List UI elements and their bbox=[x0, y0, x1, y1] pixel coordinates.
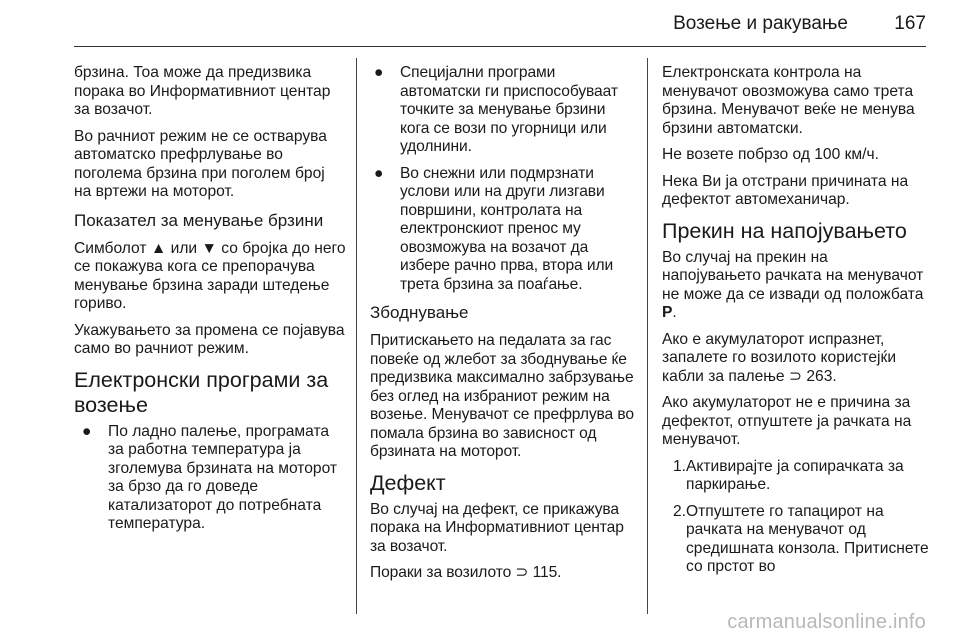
heading-fault: Дефект bbox=[370, 470, 446, 495]
page-reference-icon: ⊃ bbox=[788, 367, 803, 385]
paragraph bbox=[662, 331, 930, 387]
column-divider-2 bbox=[647, 58, 648, 614]
heading-kickdown: Збоднување bbox=[370, 303, 469, 322]
page-number: 167 bbox=[894, 13, 926, 34]
paragraph: брзина. Тоа може да предизвика порака во Информативниот центар за возачот. bbox=[74, 64, 331, 118]
heading-power-interruption: Прекин на напојувањето bbox=[662, 218, 907, 243]
paragraph: Во случај на дефект, се прикажува порака на Информативниот центар за возачот. bbox=[370, 500, 624, 555]
list-item bbox=[370, 165, 636, 295]
text: Ако е акумулаторот испразнет, запалете го возилото користејќи кабли за палење bbox=[662, 330, 897, 385]
paragraph: Притискањето на педалата за гас повеќе од жлебот за збоднување ќе предизвика максимално забрзување без оглед на избраниот режим на возење. Менувачот се префрлува во помала брзина во зависност од брзината на моторот. bbox=[370, 332, 634, 460]
paragraph bbox=[662, 249, 930, 323]
list-item-text: Специјални програми автоматски ги приспособуваат точките за менување брзини кога се вози по угорници или удолнини. bbox=[400, 64, 618, 155]
list-item-text: По ладно палење, програмата за работна температура ја зголемува брзината на моторот за брзо да го доведе катализаторот до потребната температура. bbox=[108, 422, 338, 532]
paragraph: Во рачниот режим не се остварува автоматско префрлување во поголема брзина при поголем број на вртежи на моторот. bbox=[74, 127, 327, 200]
paragraph: Електронската контрола на менувачот овозможува само трета брзина. Менувачот веќе не менува брзини автоматски. bbox=[662, 64, 915, 137]
paragraph: Ако акумулаторот не е причина за дефектот, отпуштете ја рачката на менувачот. bbox=[662, 394, 912, 448]
page-reference-link[interactable]: 263. bbox=[806, 367, 837, 385]
heading-gear-indicator: Показател за менување брзини bbox=[74, 210, 324, 230]
section-title: Возење и ракување bbox=[673, 13, 848, 34]
column-divider-1 bbox=[356, 58, 357, 614]
heading-electronic-programs: Електронски програми за возење bbox=[74, 367, 329, 417]
list-item bbox=[662, 458, 930, 495]
column-right bbox=[662, 64, 930, 585]
period: . bbox=[672, 304, 677, 321]
gear-position-label: P bbox=[662, 304, 673, 321]
bullet-list bbox=[370, 64, 636, 294]
paragraph bbox=[370, 564, 636, 583]
text: Во случај на прекин на напојувањето рачката на менувачот не може да се извади од положбата bbox=[662, 248, 924, 303]
list-item-text: Отпуштете го тапацирот на рачката на менувачот од средишната конзола. Притиснете со прстот во bbox=[686, 502, 929, 575]
text: Пораки за возилото bbox=[370, 564, 512, 581]
list-item bbox=[662, 503, 930, 577]
paragraph: Симболот ▲ или ▼ со бројка до него се покажува кога се препорачува менување брзина заради штедење гориво. bbox=[74, 239, 346, 312]
page-reference-icon: ⊃ bbox=[515, 564, 529, 581]
numbered-list bbox=[662, 458, 930, 577]
bullet-icon: ● bbox=[374, 164, 384, 182]
list-item-text: Активирајте ја сопирачката за паркирање. bbox=[686, 457, 904, 493]
page-header bbox=[74, 0, 926, 47]
list-item bbox=[74, 423, 346, 534]
list-item bbox=[370, 64, 636, 157]
list-item-text: Во снежни или подмрзнати услови или на други лизгави површини, контролата на електронскиот пренос му овозможува на возачот да избере рачно прва, втора или трета брзина за поаѓање. bbox=[400, 164, 614, 293]
step-number: 2. bbox=[673, 502, 687, 520]
step-number: 1. bbox=[673, 457, 687, 475]
column-middle bbox=[370, 64, 636, 591]
page-reference-link[interactable]: 115. bbox=[532, 564, 562, 581]
bullet-list bbox=[74, 423, 346, 534]
paragraph: Укажувањето за промена се појавува само во рачниот режим. bbox=[74, 321, 345, 357]
paragraph: Нека Ви ја отстрани причината на дефектот автомеханичар. bbox=[662, 172, 909, 208]
column-left bbox=[74, 64, 346, 542]
bullet-icon: ● bbox=[374, 64, 384, 81]
watermark: carmanualsonline.info bbox=[727, 611, 926, 633]
paragraph: Не возете побрзо од 100 км/ч. bbox=[662, 146, 879, 163]
bullet-icon: ● bbox=[82, 422, 92, 440]
